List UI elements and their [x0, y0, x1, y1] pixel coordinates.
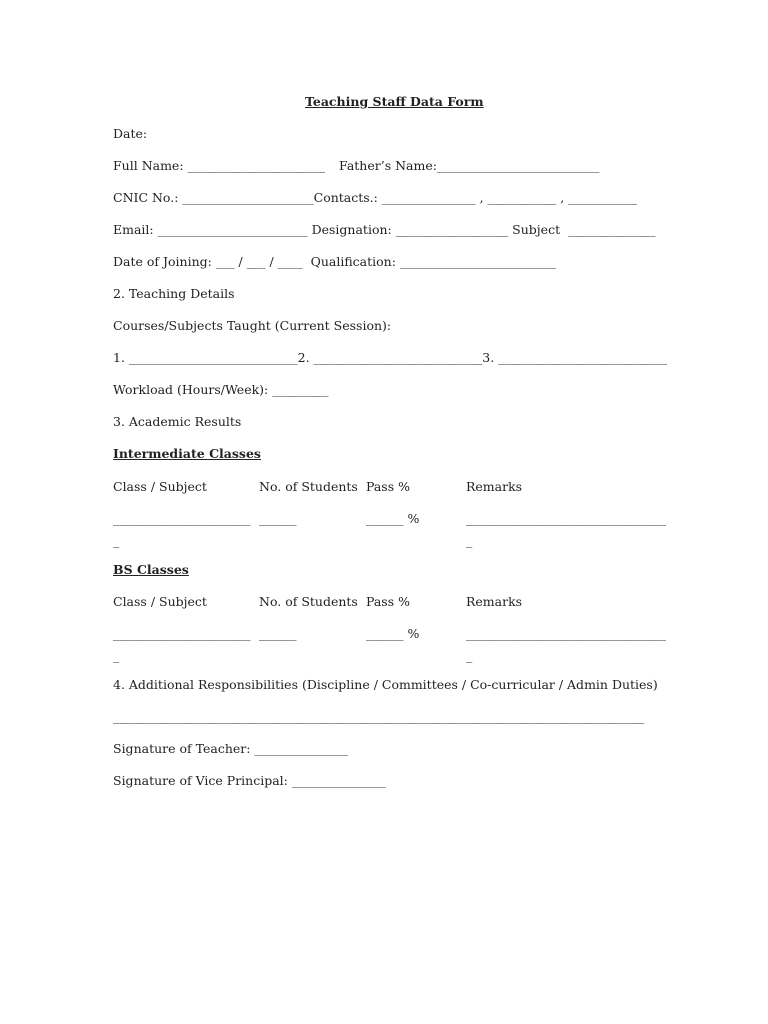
- courses-lines: 1. ___________________________2. ___________________________3. ___________________________: [113, 350, 667, 365]
- workload-field: Workload (Hours/Week): _________: [113, 382, 329, 397]
- intermediate-row-students: ______: [259, 511, 297, 526]
- joining-qualification-field: Date of Joining: ___ / ___ / ____ Qualification: _________________________: [113, 254, 557, 269]
- intermediate-header-pass: Pass %: [366, 479, 410, 494]
- bs-row-class: ______________________: [113, 626, 251, 641]
- intermediate-header-class: Class / Subject: [113, 479, 207, 494]
- full-name-field: Full Name: ______________________: [113, 158, 326, 173]
- bs-row-pass: ______ %: [366, 626, 420, 641]
- vice-principal-signature-field: Signature of Vice Principal: _______________: [113, 773, 386, 788]
- bs-header-remarks: Remarks: [466, 594, 523, 609]
- additional-responsibilities-line: _____________________________________________________________________________________: [113, 709, 645, 724]
- intermediate-header-students: No. of Students: [259, 479, 358, 494]
- bs-row-wrap-right: _: [466, 648, 473, 663]
- form-title: Teaching Staff Data Form: [305, 94, 484, 109]
- teacher-signature-field: Signature of Teacher: _______________: [113, 741, 349, 756]
- bs-header-class: Class / Subject: [113, 594, 207, 609]
- intermediate-row-class: ______________________: [113, 511, 251, 526]
- cnic-contacts-field: CNIC No.: _____________________Contacts.: _______________ , ___________ , ___________: [113, 190, 637, 205]
- intermediate-classes-heading: Intermediate Classes: [113, 446, 261, 461]
- email-designation-field: Email: ________________________ Designation: __________________ Subject ______________: [113, 222, 656, 237]
- date-field: Date:: [113, 126, 148, 141]
- bs-classes-heading: BS Classes: [113, 562, 189, 577]
- fathers-name-field: Father’s Name:__________________________: [339, 158, 600, 173]
- bs-header-students: No. of Students: [259, 594, 358, 609]
- additional-responsibilities-heading: 4. Additional Responsibilities (Discipline / Committees / Co-curricular / Admin Duties): [113, 677, 658, 692]
- courses-label: Courses/Subjects Taught (Current Session):: [113, 318, 392, 333]
- intermediate-row-wrap-left: _: [113, 533, 120, 548]
- academic-results-heading: 3. Academic Results: [113, 414, 242, 429]
- teaching-details-heading: 2. Teaching Details: [113, 286, 235, 301]
- intermediate-row-wrap-right: _: [466, 533, 473, 548]
- bs-row-remarks: ________________________________: [466, 626, 666, 641]
- bs-row-wrap-left: _: [113, 648, 120, 663]
- bs-header-pass: Pass %: [366, 594, 410, 609]
- intermediate-header-remarks: Remarks: [466, 479, 523, 494]
- intermediate-row-pass: ______ %: [366, 511, 420, 526]
- bs-row-students: ______: [259, 626, 297, 641]
- intermediate-row-remarks: ________________________________: [466, 511, 666, 526]
